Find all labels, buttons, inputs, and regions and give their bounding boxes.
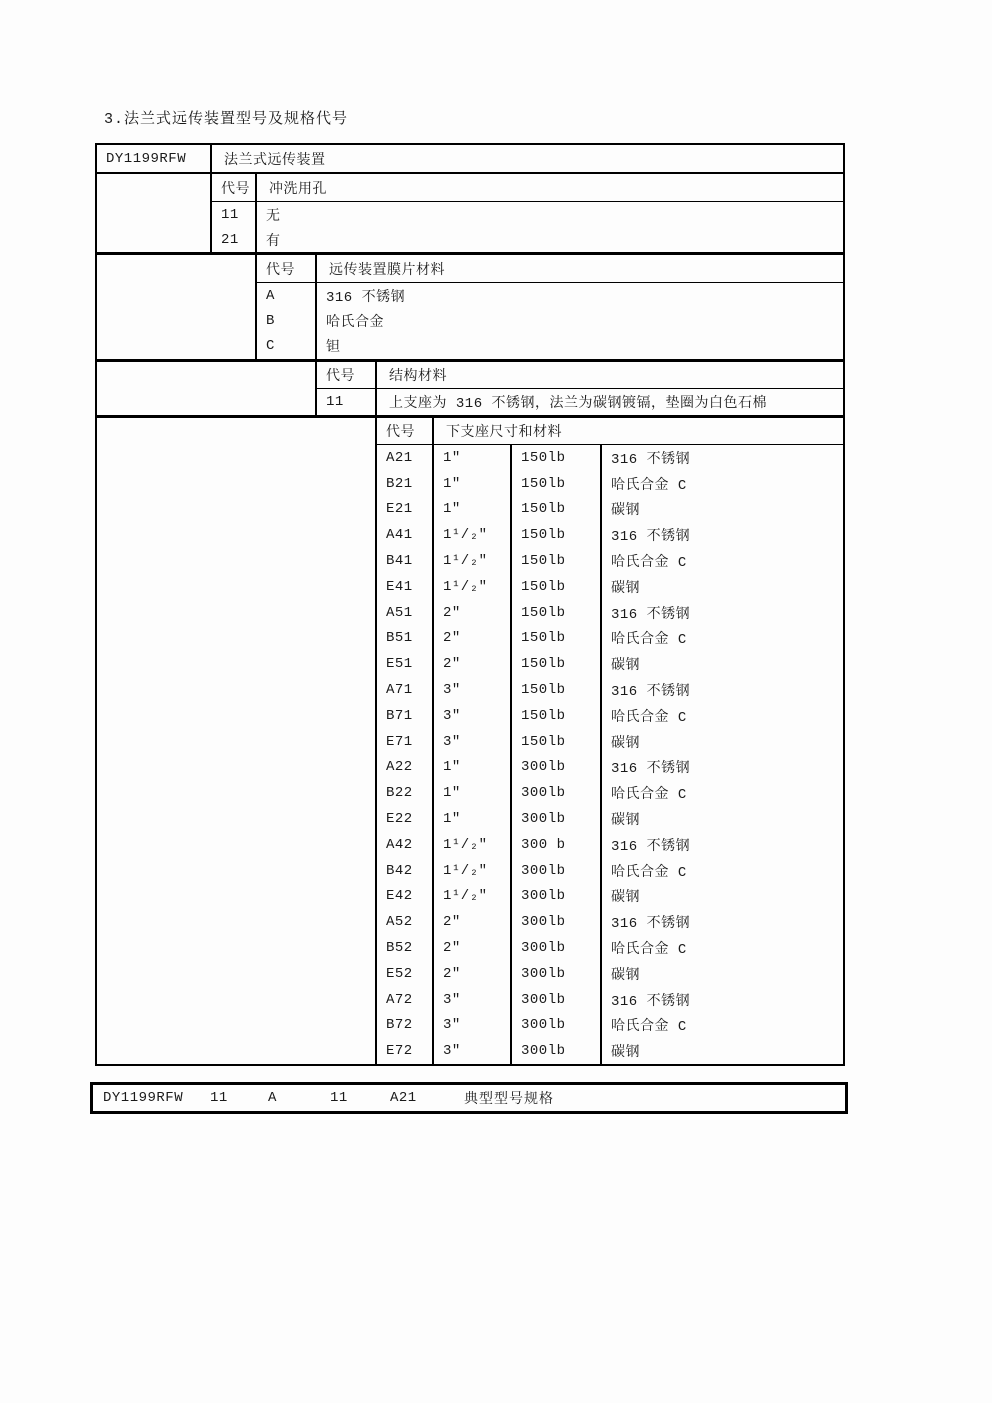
cell-size: 1″ bbox=[434, 445, 512, 471]
table-row bbox=[377, 497, 843, 523]
diaphragm-codes bbox=[257, 283, 317, 359]
cell-code: E42 bbox=[377, 884, 434, 910]
cell-code: E41 bbox=[377, 574, 434, 600]
cell-material: 316 不锈钢 bbox=[611, 684, 691, 701]
cell-size: 2″ bbox=[434, 600, 512, 626]
cell-rating: 150lb bbox=[512, 729, 602, 755]
cell-rating: 150lb bbox=[512, 471, 602, 497]
example-label: 典型型号规格 bbox=[464, 1092, 554, 1108]
cell-material: 哈氏合金 C bbox=[611, 1019, 687, 1036]
cell-rating: 150lb bbox=[512, 522, 602, 548]
cell-rating: 150lb bbox=[512, 548, 602, 574]
cell-material: 碳钢 bbox=[611, 580, 640, 597]
flush-port-block bbox=[97, 174, 843, 255]
example-model: DY1199RFW bbox=[103, 1090, 184, 1106]
cell-rating: 150lb bbox=[512, 497, 602, 523]
table-row bbox=[377, 471, 843, 497]
lower-support-header bbox=[377, 418, 843, 445]
table-row bbox=[377, 755, 843, 781]
table-cell: C bbox=[266, 338, 275, 355]
cell-material: 碳钢 bbox=[611, 813, 640, 830]
cell-size: 1¹/₂″ bbox=[434, 522, 512, 548]
table-row bbox=[377, 884, 843, 910]
spacer-cell bbox=[97, 418, 377, 1064]
cell-size: 1″ bbox=[434, 471, 512, 497]
table-row bbox=[377, 987, 843, 1013]
table-row bbox=[377, 935, 843, 961]
cell-size: 3″ bbox=[434, 703, 512, 729]
table-cell: 无 bbox=[266, 208, 281, 225]
cell-size: 1¹/₂″ bbox=[434, 548, 512, 574]
table-row bbox=[377, 806, 843, 832]
table-cell: A bbox=[266, 287, 275, 304]
cell-size: 3″ bbox=[434, 1038, 512, 1064]
table-row bbox=[377, 626, 843, 652]
cell-material: 316 不锈钢 bbox=[611, 606, 691, 623]
cell-rating: 300lb bbox=[512, 780, 602, 806]
cell-code: A51 bbox=[377, 600, 434, 626]
cell-size: 1″ bbox=[434, 780, 512, 806]
cell-code: E22 bbox=[377, 806, 434, 832]
cell-material: 316 不锈钢 bbox=[611, 761, 691, 778]
cell-rating: 150lb bbox=[512, 574, 602, 600]
structure-row bbox=[317, 389, 843, 415]
cell-code: E72 bbox=[377, 1038, 434, 1064]
table-row bbox=[377, 858, 843, 884]
cell-material: 316 不锈钢 bbox=[611, 916, 691, 933]
flush-port-codes bbox=[212, 202, 257, 252]
spacer-cell bbox=[97, 362, 317, 415]
cell-code: B41 bbox=[377, 548, 434, 574]
flush-port-labels bbox=[257, 202, 843, 252]
lower-support-header-label: 下支座尺寸和材料 bbox=[446, 425, 562, 441]
table-row bbox=[377, 780, 843, 806]
cell-material: 哈氏合金 C bbox=[611, 632, 687, 649]
cell-code: B52 bbox=[377, 935, 434, 961]
cell-rating: 300lb bbox=[512, 1038, 602, 1064]
cell-material: 316 不锈钢 bbox=[611, 451, 691, 468]
cell-material: 哈氏合金 C bbox=[611, 477, 687, 494]
cell-code: A21 bbox=[377, 445, 434, 471]
table-cell: 哈氏合金 bbox=[326, 314, 384, 331]
cell-material: 哈氏合金 C bbox=[611, 709, 687, 726]
table-row bbox=[377, 522, 843, 548]
cell-rating: 300lb bbox=[512, 755, 602, 781]
cell-rating: 150lb bbox=[512, 445, 602, 471]
cell-code: A22 bbox=[377, 755, 434, 781]
cell-size: 1″ bbox=[434, 806, 512, 832]
cell-size: 1¹/₂″ bbox=[434, 884, 512, 910]
cell-rating: 300lb bbox=[512, 858, 602, 884]
table-row bbox=[377, 961, 843, 987]
cell-rating: 150lb bbox=[512, 626, 602, 652]
diaphragm-header bbox=[257, 255, 843, 283]
cell-rating: 300lb bbox=[512, 909, 602, 935]
structure-header-label: 结构材料 bbox=[389, 369, 447, 385]
cell-code: A71 bbox=[377, 677, 434, 703]
cell-material: 碳钢 bbox=[611, 658, 640, 675]
cell-code: E52 bbox=[377, 961, 434, 987]
cell-material: 碳钢 bbox=[611, 1045, 640, 1062]
cell-size: 3″ bbox=[434, 987, 512, 1013]
cell-code: B51 bbox=[377, 626, 434, 652]
cell-rating: 300lb bbox=[512, 961, 602, 987]
cell-material: 316 不锈钢 bbox=[611, 993, 691, 1010]
example-support-code: A21 bbox=[390, 1090, 417, 1106]
structure-code-cell: 11 bbox=[317, 389, 377, 415]
cell-rating: 300lb bbox=[512, 884, 602, 910]
table-row bbox=[377, 909, 843, 935]
cell-rating: 150lb bbox=[512, 600, 602, 626]
table-cell: 11 bbox=[221, 206, 239, 223]
cell-code: E51 bbox=[377, 651, 434, 677]
page-title: 3.法兰式远传装置型号及规格代号 bbox=[104, 111, 349, 128]
table-row bbox=[377, 574, 843, 600]
table-row bbox=[377, 600, 843, 626]
table-cell: 有 bbox=[266, 233, 281, 250]
code-header-cell: 代号 bbox=[257, 255, 317, 282]
lower-support-rows bbox=[377, 445, 843, 1064]
cell-size: 3″ bbox=[434, 677, 512, 703]
cell-material: 316 不锈钢 bbox=[611, 838, 691, 855]
cell-rating: 150lb bbox=[512, 677, 602, 703]
structure-block bbox=[97, 362, 843, 418]
cell-code: B71 bbox=[377, 703, 434, 729]
table-cell: 钽 bbox=[326, 340, 341, 357]
table-cell: 316 不锈钢 bbox=[326, 289, 406, 306]
cell-material: 碳钢 bbox=[611, 503, 640, 520]
structure-label-cell: 上支座为 316 不锈钢，法兰为碳钢镀镉，垫圈为白色石棉 bbox=[389, 396, 768, 412]
cell-material: 哈氏合金 C bbox=[611, 555, 687, 572]
cell-code: B22 bbox=[377, 780, 434, 806]
table-row bbox=[377, 729, 843, 755]
cell-size: 1″ bbox=[434, 497, 512, 523]
diaphragm-header-label: 远传装置膜片材料 bbox=[329, 262, 445, 279]
cell-material: 碳钢 bbox=[611, 735, 640, 752]
table-row bbox=[377, 832, 843, 858]
cell-code: A42 bbox=[377, 832, 434, 858]
cell-material: 碳钢 bbox=[611, 890, 640, 907]
cell-code: B72 bbox=[377, 1013, 434, 1039]
cell-rating: 300lb bbox=[512, 935, 602, 961]
cell-material: 316 不锈钢 bbox=[611, 529, 691, 546]
table-row bbox=[377, 548, 843, 574]
cell-size: 1″ bbox=[434, 755, 512, 781]
model-desc-cell: 法兰式远传装置 bbox=[224, 152, 326, 169]
cell-code: E21 bbox=[377, 497, 434, 523]
diaphragm-labels bbox=[317, 283, 843, 359]
model-spec-table bbox=[95, 143, 845, 1066]
table-row bbox=[377, 445, 843, 471]
flush-port-header-label: 冲洗用孔 bbox=[269, 181, 327, 198]
cell-rating: 300lb bbox=[512, 806, 602, 832]
cell-rating: 300lb bbox=[512, 987, 602, 1013]
cell-size: 1¹/₂″ bbox=[434, 832, 512, 858]
cell-rating: 150lb bbox=[512, 703, 602, 729]
cell-material: 哈氏合金 C bbox=[611, 942, 687, 959]
cell-code: A72 bbox=[377, 987, 434, 1013]
table-row bbox=[377, 677, 843, 703]
cell-size: 2″ bbox=[434, 626, 512, 652]
typical-model-box bbox=[90, 1082, 848, 1114]
code-header-cell: 代号 bbox=[317, 362, 377, 388]
model-code-cell: DY1199RFW bbox=[97, 145, 212, 172]
example-diaphragm-code: A bbox=[268, 1090, 277, 1106]
cell-code: B21 bbox=[377, 471, 434, 497]
lower-support-block bbox=[97, 418, 843, 1064]
cell-code: E71 bbox=[377, 729, 434, 755]
spacer-cell bbox=[97, 255, 257, 359]
cell-material: 哈氏合金 C bbox=[611, 864, 687, 881]
table-row bbox=[377, 703, 843, 729]
table-row bbox=[377, 651, 843, 677]
cell-material: 碳钢 bbox=[611, 967, 640, 984]
table-row bbox=[377, 1013, 843, 1039]
example-flush-code: 11 bbox=[210, 1090, 228, 1106]
code-header-cell: 代号 bbox=[377, 418, 434, 444]
flush-port-header bbox=[212, 174, 843, 202]
cell-size: 1¹/₂″ bbox=[434, 574, 512, 600]
example-structure-code: 11 bbox=[330, 1090, 348, 1106]
cell-code: B42 bbox=[377, 858, 434, 884]
code-header-cell: 代号 bbox=[212, 174, 257, 201]
cell-size: 2″ bbox=[434, 909, 512, 935]
diaphragm-block bbox=[97, 255, 843, 362]
cell-size: 1¹/₂″ bbox=[434, 858, 512, 884]
cell-size: 3″ bbox=[434, 1013, 512, 1039]
cell-rating: 150lb bbox=[512, 651, 602, 677]
cell-size: 2″ bbox=[434, 961, 512, 987]
cell-rating: 300 b bbox=[512, 832, 602, 858]
spacer-cell bbox=[97, 174, 212, 252]
table-cell: 21 bbox=[221, 231, 239, 248]
table-row bbox=[377, 1038, 843, 1064]
cell-size: 3″ bbox=[434, 729, 512, 755]
cell-rating: 300lb bbox=[512, 1013, 602, 1039]
cell-size: 2″ bbox=[434, 651, 512, 677]
cell-size: 2″ bbox=[434, 935, 512, 961]
structure-header bbox=[317, 362, 843, 389]
cell-code: A41 bbox=[377, 522, 434, 548]
cell-material: 哈氏合金 C bbox=[611, 787, 687, 804]
model-row bbox=[97, 145, 843, 174]
cell-code: A52 bbox=[377, 909, 434, 935]
table-cell: B bbox=[266, 312, 275, 329]
